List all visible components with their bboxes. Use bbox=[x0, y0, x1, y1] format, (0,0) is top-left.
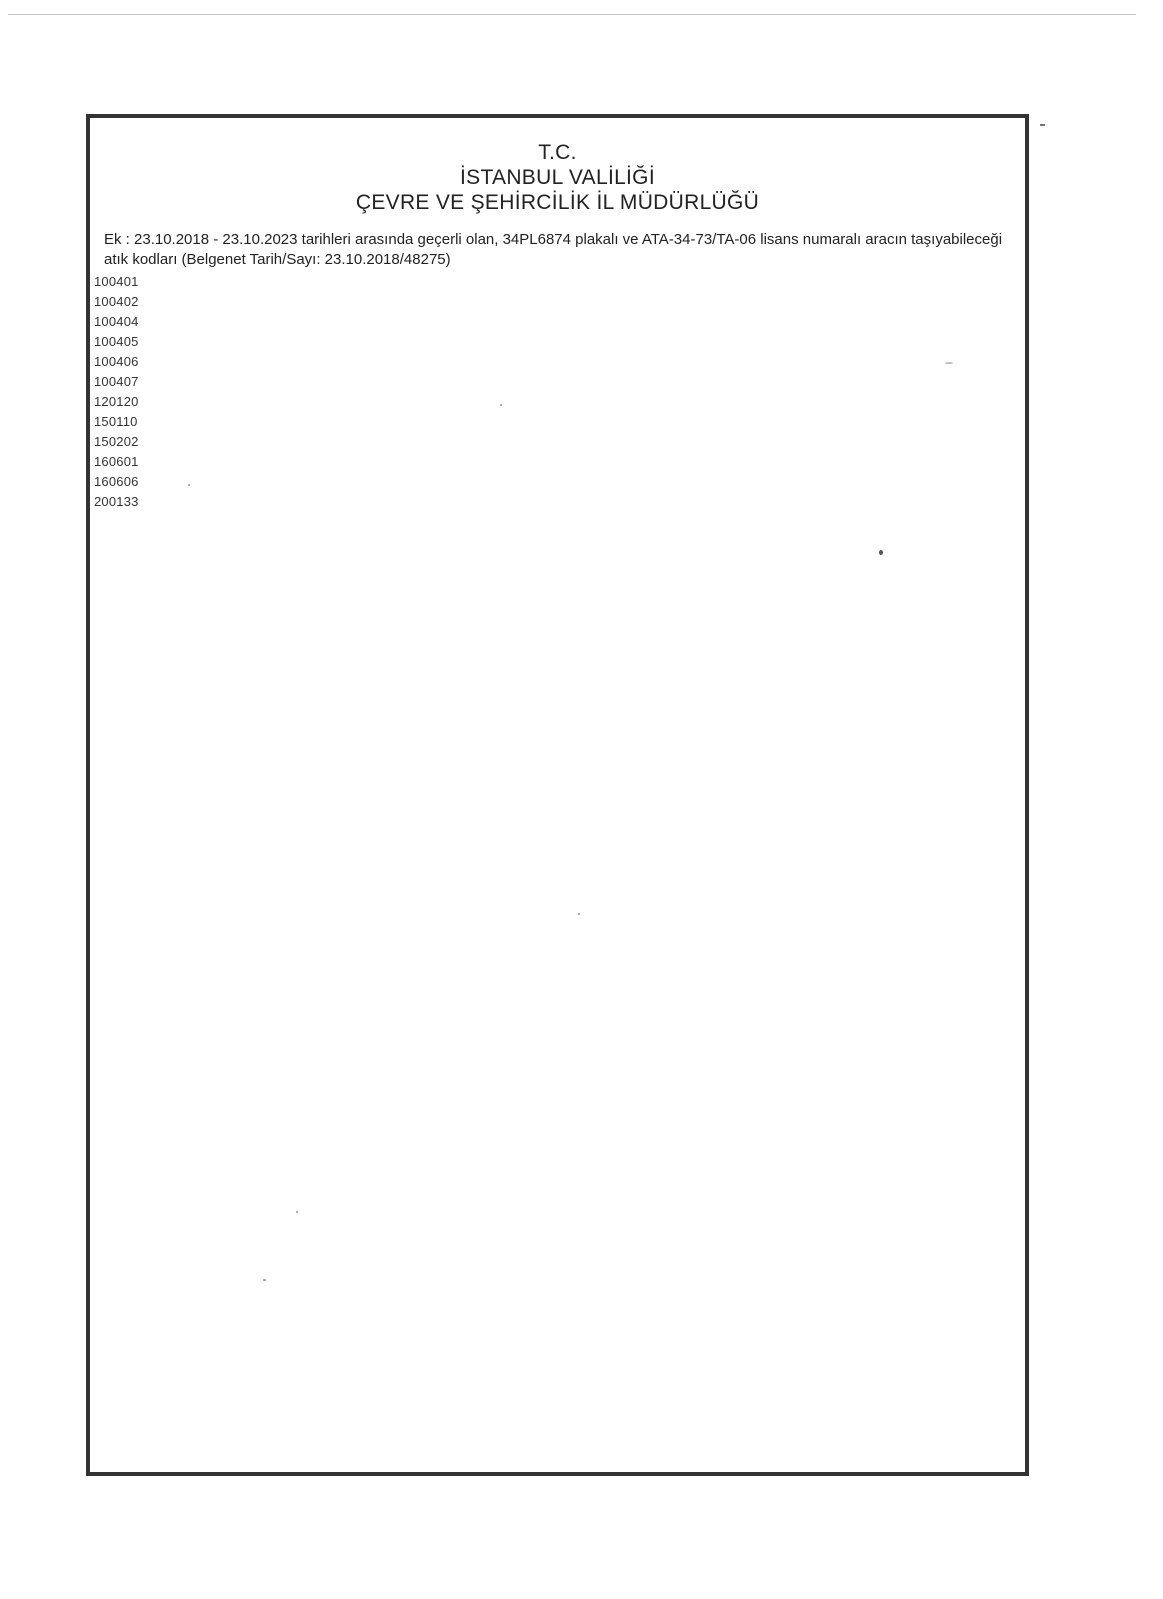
waste-code-item: 100404 bbox=[94, 314, 139, 329]
document-frame bbox=[86, 114, 1029, 1476]
header-line-tc: T.C. bbox=[538, 141, 577, 164]
waste-code-item: 100407 bbox=[94, 374, 139, 389]
waste-code-item: 100406 bbox=[94, 354, 139, 369]
scan-speck bbox=[500, 404, 502, 406]
waste-code-item: 160601 bbox=[94, 454, 139, 469]
waste-code-item: 150110 bbox=[94, 414, 138, 429]
document-header bbox=[90, 140, 1025, 215]
waste-code-item: 200133 bbox=[94, 494, 139, 509]
header-line-governorship: İSTANBUL VALİLİĞİ bbox=[460, 166, 655, 189]
annex-description: Ek : 23.10.2018 - 23.10.2023 tarihleri arasında geçerli olan, 34PL6874 plakalı ve ATA-34-73/TA-06 lisans numaralı aracın taşıyabileceği atık kodları (Belgenet Tarih/Sayı: 23.10.2018/48275) bbox=[104, 231, 1003, 268]
waste-code-item: 100402 bbox=[94, 294, 139, 309]
waste-code-item: 150202 bbox=[94, 434, 139, 449]
header-line-directorate: ÇEVRE VE ŞEHİRCİLİK İL MÜDÜRLÜĞÜ bbox=[355, 191, 760, 214]
scan-speck bbox=[945, 362, 953, 364]
scan-top-rule bbox=[8, 14, 1136, 15]
scan-speck bbox=[263, 1279, 266, 1281]
scan-speck bbox=[188, 484, 190, 486]
waste-code-item: 120120 bbox=[94, 394, 139, 409]
waste-code-item: 160606 bbox=[94, 474, 139, 489]
scan-speck bbox=[879, 550, 883, 555]
scan-speck bbox=[578, 913, 580, 915]
scan-speck bbox=[296, 1211, 298, 1213]
waste-code-item: 100405 bbox=[94, 334, 139, 349]
waste-code-list bbox=[94, 272, 139, 512]
scan-mark bbox=[1040, 124, 1045, 126]
waste-code-item: 100401 bbox=[94, 274, 139, 289]
